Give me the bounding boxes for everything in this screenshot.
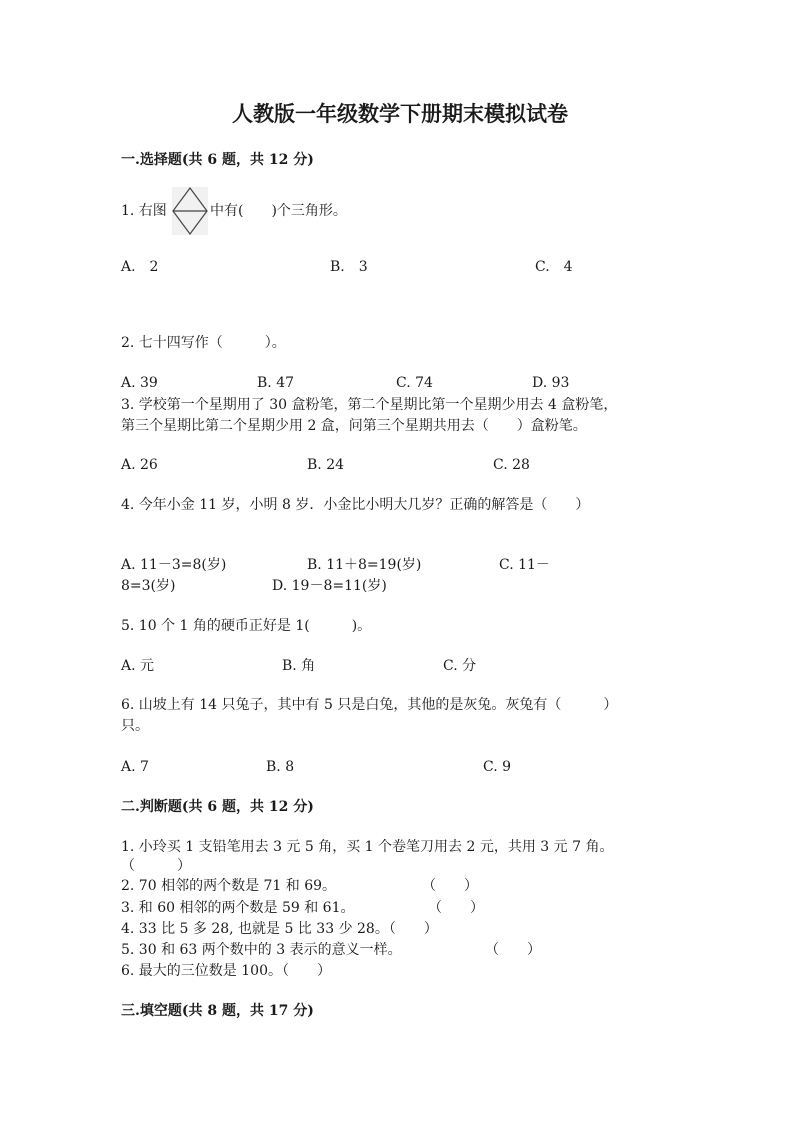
q6-option-a: A. 7 — [121, 759, 149, 775]
judge-item-2: 2. 70 相邻的两个数是 71 和 69。 — [121, 878, 337, 894]
q4-option-a: A. 11－3=8(岁) — [121, 557, 227, 573]
q6-option-c: C. 9 — [483, 759, 512, 775]
q5-option-a: A. 元 — [121, 658, 155, 674]
judge-item-3-answer: （ ） — [428, 900, 484, 916]
q2-option-b: B. 47 — [257, 375, 295, 391]
judge-item-3: 3. 和 60 相邻的两个数是 59 和 61。 — [121, 900, 355, 916]
q2-option-d: D. 93 — [532, 375, 570, 391]
q2-stem: 2. 七十四写作（ ）。 — [121, 335, 286, 351]
judge-item-2-answer: （ ） — [422, 878, 478, 894]
q4-option-c-part1: C. 11－ — [499, 557, 550, 573]
q1-option-a: A. 2 — [121, 259, 159, 275]
q3-stem-line2: 第三个星期比第二个星期少用 2 盒，问第三个星期共用去（ ）盒粉笔。 — [121, 418, 587, 434]
q5-option-b: B. 角 — [282, 658, 316, 674]
diamond-figure — [172, 187, 208, 235]
judge-item-5-answer: （ ） — [485, 942, 541, 958]
section-heading-fill: 三.填空题(共 8 题，共 17 分) — [121, 1003, 314, 1019]
page-title: 人教版一年级数学下册期末模拟试卷 — [232, 101, 568, 126]
q3-stem-line1: 3. 学校第一个星期用了 30 盒粉笔，第二个星期比第一个星期少用去 4 盒粉笔， — [121, 397, 618, 413]
q5-option-c: C. 分 — [443, 658, 477, 674]
judge-item-1-answer: （ ） — [121, 858, 191, 874]
judge-item-6: 6. 最大的三位数是 100。（ ） — [121, 963, 331, 979]
q6-stem-line2: 只。 — [121, 718, 149, 734]
q2-option-c: C. 74 — [396, 375, 433, 391]
section-heading-choice: 一.选择题(共 6 题，共 12 分) — [121, 152, 314, 168]
q5-stem: 5. 10 个 1 角的硬币正好是 1( )。 — [121, 618, 372, 634]
q1-stem-prefix: 1. 右图 — [121, 203, 167, 219]
q6-stem-line1: 6. 山坡上有 14 只兔子，其中有 5 只是白兔，其他的是灰兔。灰兔有（ ） — [121, 697, 618, 713]
section-heading-judge: 二.判断题(共 6 题，共 12 分) — [121, 799, 314, 815]
q3-option-b: B. 24 — [307, 457, 345, 473]
q1-option-c: C. 4 — [535, 259, 573, 275]
judge-item-5: 5. 30 和 63 两个数中的 3 表示的意义一样。 — [121, 942, 402, 958]
q4-option-c-part2: 8=3(岁) — [121, 578, 176, 594]
q1-stem-suffix: 中有( )个三角形。 — [210, 203, 347, 219]
diamond-triangles-icon — [172, 187, 208, 235]
q2-option-a: A. 39 — [121, 375, 158, 391]
q4-option-d: D. 19－8=11(岁) — [272, 578, 387, 594]
judge-item-4: 4. 33 比 5 多 28, 也就是 5 比 33 少 28。（ ） — [121, 921, 438, 937]
q4-stem: 4. 今年小金 11 岁，小明 8 岁．小金比小明大几岁？正确的解答是（ ） — [121, 497, 590, 513]
q1-option-b: B. 3 — [330, 259, 368, 275]
judge-item-1: 1. 小玲买 1 支铅笔用去 3 元 5 角，买 1 个卷笔刀用去 2 元，共用 3 元 7 角。 — [121, 839, 614, 855]
q4-option-b: B. 11＋8=19(岁) — [307, 557, 422, 573]
q3-option-a: A. 26 — [121, 457, 158, 473]
q3-option-c: C. 28 — [493, 457, 530, 473]
q6-option-b: B. 8 — [266, 759, 295, 775]
